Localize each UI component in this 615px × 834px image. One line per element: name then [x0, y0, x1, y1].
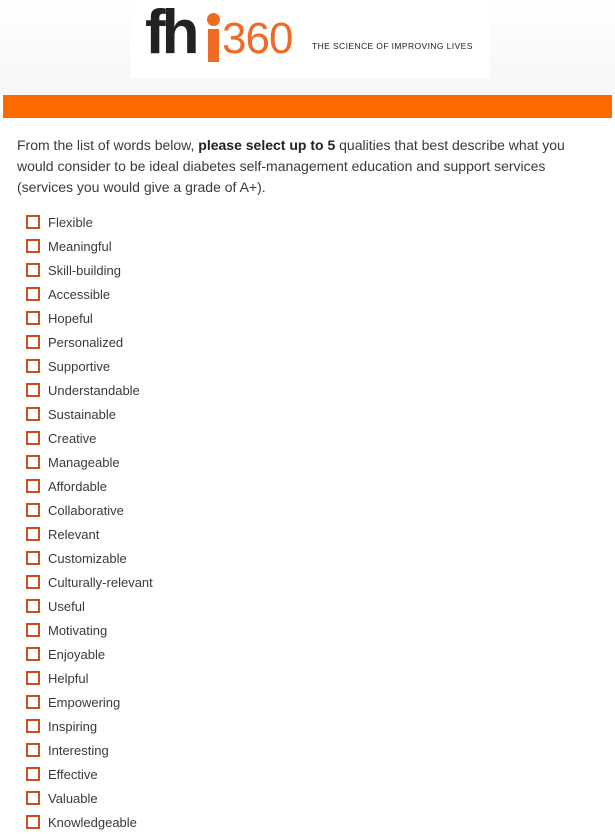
option-label: Relevant [48, 526, 100, 542]
option-manageable[interactable] [26, 450, 586, 474]
checkbox[interactable] [26, 503, 40, 517]
option-collaborative[interactable] [26, 498, 586, 522]
logo-360-text: 360 [222, 14, 293, 63]
checkbox[interactable] [26, 335, 40, 349]
option-label: Collaborative [48, 502, 124, 518]
checkbox[interactable] [26, 407, 40, 421]
checkbox[interactable] [26, 359, 40, 373]
option-label: Enjoyable [48, 646, 106, 662]
option-interesting[interactable] [26, 738, 586, 762]
option-label: Helpful [48, 670, 89, 686]
checkbox[interactable] [26, 287, 40, 301]
option-label: Customizable [48, 550, 127, 566]
option-label: Flexible [48, 214, 93, 230]
checkbox[interactable] [26, 311, 40, 325]
checkbox[interactable] [26, 791, 40, 805]
fhi360-logo [131, 0, 490, 78]
logo-i-stem [208, 29, 219, 62]
checkbox[interactable] [26, 671, 40, 685]
option-knowledgeable[interactable] [26, 810, 586, 834]
checkbox[interactable] [26, 575, 40, 589]
checkbox[interactable] [26, 215, 40, 229]
option-empowering[interactable] [26, 690, 586, 714]
option-label: Skill-building [48, 262, 121, 278]
option-personalized[interactable] [26, 330, 586, 354]
option-accessible[interactable] [26, 282, 586, 306]
checkbox[interactable] [26, 551, 40, 565]
question-text [17, 135, 597, 198]
option-inspiring[interactable] [26, 714, 586, 738]
option-label: Affordable [48, 478, 108, 494]
option-meaningful[interactable] [26, 234, 586, 258]
option-label: Sustainable [48, 406, 116, 422]
checkbox[interactable] [26, 455, 40, 469]
checkbox[interactable] [26, 647, 40, 661]
option-motivating[interactable] [26, 618, 586, 642]
checkbox[interactable] [26, 767, 40, 781]
option-label: Meaningful [48, 238, 112, 254]
question-text-before: From the list of words below, [17, 137, 199, 153]
logo-tagline: THE SCIENCE OF IMPROVING LIVES [312, 41, 473, 51]
option-understandable[interactable] [26, 378, 586, 402]
option-label: Supportive [48, 358, 111, 374]
checkbox[interactable] [26, 383, 40, 397]
option-effective[interactable] [26, 762, 586, 786]
option-label: Culturally-relevant [48, 574, 153, 590]
checkbox[interactable] [26, 743, 40, 757]
option-skill-building[interactable] [26, 258, 586, 282]
option-label: Creative [48, 430, 97, 446]
checkbox[interactable] [26, 431, 40, 445]
option-culturally-relevant[interactable] [26, 570, 586, 594]
option-valuable[interactable] [26, 786, 586, 810]
option-affordable[interactable] [26, 474, 586, 498]
option-sustainable[interactable] [26, 402, 586, 426]
question-text-bold: please select up to 5 [198, 137, 336, 153]
option-relevant[interactable] [26, 522, 586, 546]
option-helpful[interactable] [26, 666, 586, 690]
option-hopeful[interactable] [26, 306, 586, 330]
option-label: Valuable [48, 790, 98, 806]
option-enjoyable[interactable] [26, 642, 586, 666]
page-header [0, 0, 615, 95]
option-label: Effective [48, 766, 98, 782]
option-label: Hopeful [48, 310, 93, 326]
option-label: Manageable [48, 454, 120, 470]
checkbox[interactable] [26, 599, 40, 613]
option-customizable[interactable] [26, 546, 586, 570]
checkbox[interactable] [26, 479, 40, 493]
checkbox[interactable] [26, 695, 40, 709]
option-label: Empowering [48, 694, 121, 710]
option-label: Knowledgeable [48, 814, 137, 830]
option-label: Inspiring [48, 718, 98, 734]
checkbox[interactable] [26, 527, 40, 541]
option-label: Understandable [48, 382, 140, 398]
checkbox[interactable] [26, 623, 40, 637]
option-label: Accessible [48, 286, 111, 302]
checkbox[interactable] [26, 719, 40, 733]
option-label: Motivating [48, 622, 108, 638]
checkbox[interactable] [26, 815, 40, 829]
option-label: Interesting [48, 742, 109, 758]
option-supportive[interactable] [26, 354, 586, 378]
checkbox[interactable] [26, 263, 40, 277]
logo-fh-text: fh [145, 0, 196, 67]
option-label: Useful [48, 598, 85, 614]
question-text-after: qualities that best describe what you would consider to be ideal diabetes self-management education and support services (services you would give a grade of A+). [17, 137, 565, 195]
logo-i-dot [207, 13, 220, 26]
option-label: Personalized [48, 334, 124, 350]
option-creative[interactable] [26, 426, 586, 450]
option-useful[interactable] [26, 594, 586, 618]
checkbox[interactable] [26, 239, 40, 253]
option-flexible[interactable] [26, 210, 586, 234]
options-list [26, 210, 586, 834]
header-accent-bar [3, 95, 612, 118]
